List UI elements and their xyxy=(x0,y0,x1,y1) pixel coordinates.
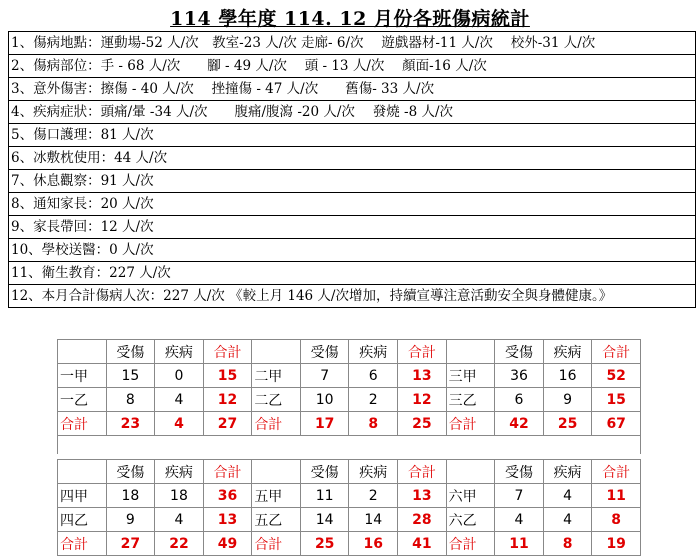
stat-text: 5、傷口護理：81 人/次 xyxy=(9,124,696,147)
corner-cell xyxy=(446,460,495,484)
injury-count: 25 xyxy=(300,532,349,556)
total-count: 19 xyxy=(592,532,641,556)
total-count: 13 xyxy=(398,364,447,388)
header-illness: 疾病 xyxy=(543,340,592,364)
spacer-row xyxy=(58,436,641,455)
stat-row xyxy=(9,170,696,193)
injury-count: 11 xyxy=(495,532,544,556)
class-name: 二乙 xyxy=(252,388,301,412)
header-injury: 受傷 xyxy=(495,460,544,484)
illness-count: 18 xyxy=(155,484,204,508)
stat-row xyxy=(9,101,696,124)
stat-text: 10、學校送醫：0 人/次 xyxy=(9,239,696,262)
total-count: 52 xyxy=(592,364,641,388)
illness-count: 4 xyxy=(543,484,592,508)
header-row xyxy=(58,340,641,364)
class-name: 四乙 xyxy=(58,508,107,532)
injury-count: 36 xyxy=(495,364,544,388)
corner-cell xyxy=(58,340,107,364)
stat-text: 7、休息觀察：91 人/次 xyxy=(9,170,696,193)
injury-count: 4 xyxy=(495,508,544,532)
total-count: 13 xyxy=(398,484,447,508)
header-injury: 受傷 xyxy=(106,340,155,364)
total-label: 合計 xyxy=(252,532,301,556)
total-count: 15 xyxy=(203,364,252,388)
corner-cell xyxy=(446,340,495,364)
illness-count: 9 xyxy=(543,388,592,412)
header-total: 合計 xyxy=(398,460,447,484)
corner-cell xyxy=(252,340,301,364)
header-illness: 疾病 xyxy=(155,340,204,364)
stat-text: 8、通知家長：20 人/次 xyxy=(9,193,696,216)
header-injury: 受傷 xyxy=(106,460,155,484)
total-row xyxy=(58,532,641,556)
illness-count: 4 xyxy=(543,508,592,532)
total-count: 13 xyxy=(203,508,252,532)
injury-count: 14 xyxy=(300,508,349,532)
class-name: 六甲 xyxy=(446,484,495,508)
injury-count: 42 xyxy=(495,412,544,436)
header-total: 合計 xyxy=(203,340,252,364)
illness-count: 14 xyxy=(349,508,398,532)
illness-count: 6 xyxy=(349,364,398,388)
class-name: 一甲 xyxy=(58,364,107,388)
injury-count: 23 xyxy=(106,412,155,436)
illness-count: 4 xyxy=(155,412,204,436)
stat-text: 12、本月合計傷病人次：227 人/次 《較上月 146 人/次增加，持續宣導注意活動安全與身體健康。》 xyxy=(9,285,696,308)
header-injury: 受傷 xyxy=(300,460,349,484)
stat-row xyxy=(9,124,696,147)
stat-text: 11、衛生教育：227 人/次 xyxy=(9,262,696,285)
illness-count: 8 xyxy=(543,532,592,556)
injury-count: 8 xyxy=(106,388,155,412)
corner-cell xyxy=(58,460,107,484)
total-label: 合計 xyxy=(446,532,495,556)
stat-row xyxy=(9,193,696,216)
header-illness: 疾病 xyxy=(349,340,398,364)
stat-row xyxy=(9,147,696,170)
stat-row xyxy=(9,285,696,308)
stat-row xyxy=(9,262,696,285)
header-illness: 疾病 xyxy=(155,460,204,484)
total-count: 15 xyxy=(592,388,641,412)
illness-count: 4 xyxy=(155,508,204,532)
header-row xyxy=(58,460,641,484)
header-total: 合計 xyxy=(592,340,641,364)
class-row xyxy=(58,484,641,508)
illness-count: 8 xyxy=(349,412,398,436)
stat-text: 4、疾病症狀：頭痛/暈 -34 人/次 腹痛/腹瀉 -20 人/次 發燒 -8 人/次 xyxy=(9,101,696,124)
stat-text: 1、傷病地點：運動場-52 人/次 教室-23 人/次 走廊- 6/次 遊戲器材-11 人/次 校外-31 人/次 xyxy=(9,32,696,55)
stat-text: 3、意外傷害：擦傷 - 40 人/次 挫撞傷 - 47 人/次 舊傷- 33 人/次 xyxy=(9,78,696,101)
class-name: 三乙 xyxy=(446,388,495,412)
stat-row xyxy=(9,32,696,55)
stat-text: 9、家長帶回：12 人/次 xyxy=(9,216,696,239)
total-label: 合計 xyxy=(58,532,107,556)
stat-row xyxy=(9,239,696,262)
total-count: 67 xyxy=(592,412,641,436)
header-injury: 受傷 xyxy=(495,340,544,364)
class-row xyxy=(58,364,641,388)
class-name: 二甲 xyxy=(252,364,301,388)
illness-count: 2 xyxy=(349,484,398,508)
statistics-list xyxy=(8,31,696,308)
header-illness: 疾病 xyxy=(349,460,398,484)
illness-count: 16 xyxy=(543,364,592,388)
illness-count: 22 xyxy=(155,532,204,556)
illness-count: 16 xyxy=(349,532,398,556)
illness-count: 4 xyxy=(155,388,204,412)
injury-count: 15 xyxy=(106,364,155,388)
illness-count: 0 xyxy=(155,364,204,388)
injury-count: 18 xyxy=(106,484,155,508)
total-label: 合計 xyxy=(252,412,301,436)
injury-count: 9 xyxy=(106,508,155,532)
injury-count: 11 xyxy=(300,484,349,508)
total-row xyxy=(58,412,641,436)
header-total: 合計 xyxy=(203,460,252,484)
class-row xyxy=(58,388,641,412)
page-title: 114 學年度 114. 12 月份各班傷病統計 xyxy=(170,8,530,30)
class-name: 一乙 xyxy=(58,388,107,412)
stat-text: 6、冰敷枕使用：44 人/次 xyxy=(9,147,696,170)
class-name: 五乙 xyxy=(252,508,301,532)
injury-count: 10 xyxy=(300,388,349,412)
total-count: 25 xyxy=(398,412,447,436)
total-count: 12 xyxy=(398,388,447,412)
injury-count: 27 xyxy=(106,532,155,556)
header-illness: 疾病 xyxy=(543,460,592,484)
total-label: 合計 xyxy=(446,412,495,436)
total-label: 合計 xyxy=(58,412,107,436)
class-name: 六乙 xyxy=(446,508,495,532)
injury-count: 7 xyxy=(495,484,544,508)
total-count: 27 xyxy=(203,412,252,436)
total-count: 41 xyxy=(398,532,447,556)
total-count: 49 xyxy=(203,532,252,556)
class-row xyxy=(58,508,641,532)
class-name: 三甲 xyxy=(446,364,495,388)
illness-count: 2 xyxy=(349,388,398,412)
illness-count: 25 xyxy=(543,412,592,436)
stat-row xyxy=(9,216,696,239)
total-count: 28 xyxy=(398,508,447,532)
injury-count: 6 xyxy=(495,388,544,412)
spacer-cell xyxy=(58,436,641,455)
total-count: 12 xyxy=(203,388,252,412)
stat-row xyxy=(9,78,696,101)
corner-cell xyxy=(252,460,301,484)
stat-text: 2、傷病部位：手 - 68 人/次 腳 - 49 人/次 頭 - 13 人/次 顏面-16 人/次 xyxy=(9,55,696,78)
injury-count: 17 xyxy=(300,412,349,436)
class-name: 四甲 xyxy=(58,484,107,508)
header-injury: 受傷 xyxy=(300,340,349,364)
total-count: 8 xyxy=(592,508,641,532)
stat-row xyxy=(9,55,696,78)
injury-count: 7 xyxy=(300,364,349,388)
grade-4-6-table xyxy=(57,459,641,556)
total-count: 36 xyxy=(203,484,252,508)
header-total: 合計 xyxy=(398,340,447,364)
total-count: 11 xyxy=(592,484,641,508)
header-total: 合計 xyxy=(592,460,641,484)
grade-1-3-table xyxy=(57,339,641,454)
class-name: 五甲 xyxy=(252,484,301,508)
